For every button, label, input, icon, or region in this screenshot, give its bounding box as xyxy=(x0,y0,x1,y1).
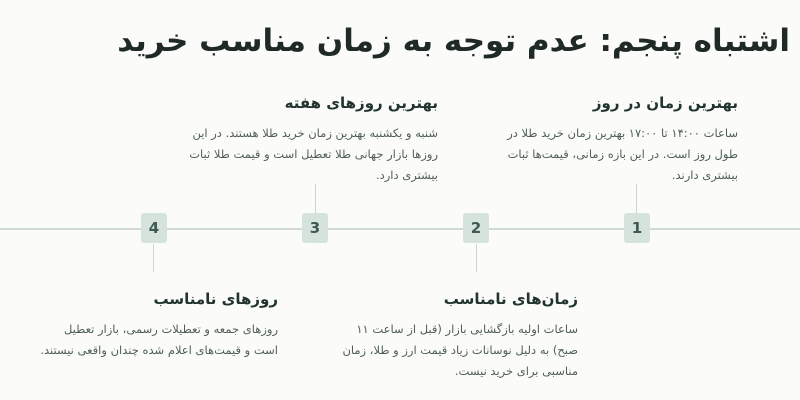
step-title: بهترین زمان در روز xyxy=(592,94,738,112)
connector-3 xyxy=(315,184,316,214)
connector-1 xyxy=(636,184,637,214)
step-marker-1: 1 xyxy=(624,213,650,243)
step-marker-4: 4 xyxy=(141,213,167,243)
step-description: شنبه و یکشنبه بهترین زمان خرید طلا هستند. در این روزها بازار جهانی طلا تعطیل است و قیمت طلا ثبات بیشتری دارد. xyxy=(189,126,438,182)
step-description: روزهای جمعه و تعطیلات رسمی، بازار تعطیل است و قیمت‌های اعلام شده چندان واقعی نیستند. xyxy=(40,322,278,357)
step-marker-3: 3 xyxy=(302,213,328,243)
step-description: ساعات اولیه بازگشایی بازار (قبل از ساعت ۱۱ صبح) به دلیل نوسانات زیاد قیمت ارز و طلا، زمان مناسبی برای خرید نیست. xyxy=(342,322,578,378)
step-card-1 xyxy=(488,93,738,186)
page-title: اشتباه پنجم: عدم توجه به زمان مناسب خرید xyxy=(117,23,790,59)
step-title: روزهای نامناسب xyxy=(153,290,278,308)
connector-2 xyxy=(476,244,477,272)
step-card-2 xyxy=(328,289,578,382)
step-title: بهترین روزهای هفته xyxy=(284,94,438,112)
timeline-line xyxy=(0,228,800,230)
step-marker-2: 2 xyxy=(463,213,489,243)
step-title: زمان‌های نامناسب xyxy=(443,290,578,308)
connector-4 xyxy=(153,244,154,272)
step-description: ساعات ۱۴:۰۰ تا ۱۷:۰۰ بهترین زمان خرید طلا در طول روز است. در این بازه زمانی، قیمت‌ها ثبات بیشتری دارند. xyxy=(507,126,738,182)
step-card-4 xyxy=(38,289,278,361)
step-card-3 xyxy=(188,93,438,186)
